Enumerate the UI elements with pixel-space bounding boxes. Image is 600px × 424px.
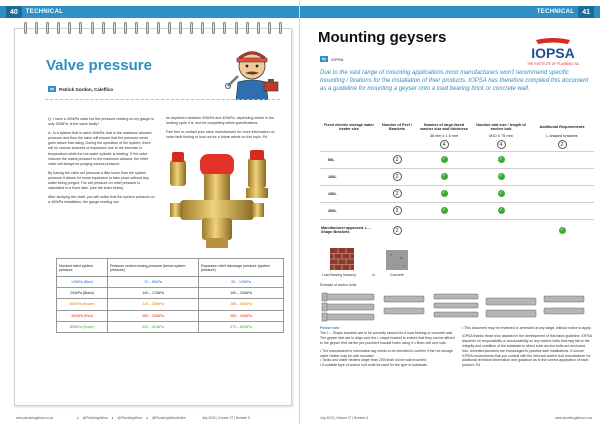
by-badge: by <box>322 57 327 61</box>
left-footer <box>16 416 250 420</box>
right-page-header <box>300 6 600 18</box>
byline <box>48 86 113 92</box>
table-cell: 100kPa (Blue) <box>57 277 108 288</box>
count-circle: 2 <box>393 155 402 164</box>
table-cell: 280 – 340kPa <box>108 310 199 321</box>
plumber-cartoon-icon <box>224 46 280 100</box>
article-title: Valve pressure <box>46 57 152 74</box>
author: IOPSA <box>331 56 344 62</box>
check-icon: ✓ <box>441 207 447 213</box>
footer-linkedin[interactable]: @PlumbingAfricaOnline <box>152 416 186 420</box>
table-cell: 70 – 85kPa <box>108 277 199 288</box>
table-header: Expansion relief discharge pressure (system pressure) <box>198 259 283 277</box>
bracket-row-label: Manufacturer approved. L – Shape Brackets <box>320 219 378 241</box>
notes-heading: Please note <box>320 326 340 330</box>
load-bearing-label: Load Bearing Masonry <box>322 273 357 277</box>
table-cell: 600kPa (Green) <box>57 321 108 332</box>
table-row <box>320 168 594 185</box>
notebook-rings <box>14 22 292 34</box>
linkedin-icon: ● <box>146 416 149 420</box>
notes-column-2 <box>462 326 592 368</box>
pressure-table <box>56 258 284 333</box>
byline <box>320 56 343 62</box>
washer-spec: 36 mm x 1.5 mm <box>429 133 459 138</box>
article-sign-off: PA <box>262 135 268 140</box>
table-cell: 210 – 255kPa <box>108 299 199 310</box>
table-cell: 190 – 200kPa <box>198 288 283 299</box>
author: Patrick Gordon, Caleffico <box>59 86 114 92</box>
count-circle: 4 <box>497 140 506 149</box>
table-cell: 400kPa (Red) <box>57 310 108 321</box>
twitter-icon: ● <box>76 416 79 420</box>
geyser-mounting-table <box>320 122 594 241</box>
count-circle: 2 <box>558 140 567 149</box>
table-cell: 300kPa (Brown) <box>57 299 108 310</box>
notes-bullet: • The manufacturer's information tag needs to be checked to confirm if the hot storage water heater may be wall mounted. <box>320 348 453 358</box>
bracket-spec: L-shaped brackets <box>546 133 578 138</box>
check-icon: ✓ <box>441 190 447 196</box>
paragraph: By having the valve set pressure a little lower than the system pressure it allows for some expansion to take place without any water being purged. The set pressure on relief pressure is calculated to a fixed ratio. (see the chart below) <box>48 170 149 191</box>
notes-bullet: • A suitable type of anchor bolt must be used for the type of substrate. <box>320 363 428 368</box>
notes-bullet: • Tanks and water heaters larger than 200l shall not be wall mounted. <box>320 358 428 363</box>
paragraph: After studying the chart, you will notice that the system pressure on a 400kPa installation, the gauge reading can <box>48 195 155 205</box>
paragraph: A: In a system that is rated 400kPa, that is the maximum allowed pressure and thus the valve will ensure that the pressure never goes above that rating. During the operation of the system, there will be various amounts of expansion due to the increase in temperature while the hot water cylinder is heating. If the valve reduces the mains pressure to the maximum allowed, the relief valve will always be purging excess pressure. <box>48 131 152 166</box>
paragraph: Q: I have a 400kPa valve but the pressure reading on my gauge is only 300kPa, is the valve faulty? <box>48 117 154 127</box>
bolt-spec: M10 X 75 mm <box>489 133 513 138</box>
table-cell: 570 – 600kPa <box>198 321 283 332</box>
table-header: Number and size / length of anchor bolt <box>476 123 526 131</box>
table-row <box>57 277 284 288</box>
footer-twitter[interactable]: @PlumbingAfrica <box>82 416 108 420</box>
by-badge: by <box>50 87 55 91</box>
heater-size: 150L <box>320 185 378 202</box>
table-cell: 140 – 170kPa <box>108 288 199 299</box>
pressure-valve-photo <box>162 148 274 252</box>
heater-size: 200L <box>320 202 378 219</box>
table-header: Additional Requirements <box>539 125 585 129</box>
check-icon: ✓ <box>498 156 504 162</box>
article-column-2 <box>166 116 278 144</box>
table-cell: 95 – 100kPa <box>198 277 283 288</box>
table-row <box>320 202 594 219</box>
anchor-bolts-image <box>320 290 590 324</box>
table-row <box>57 299 284 310</box>
table-cell: 285 – 300kPa <box>198 299 283 310</box>
left-page-header <box>0 6 300 18</box>
footer-issue: July 2020 | Volume 27 | Number 5 <box>201 416 250 420</box>
footer-facebook[interactable]: @PlumbingAfrica <box>117 416 143 420</box>
article-title: Mounting geysers <box>318 29 447 46</box>
notes-paragraph: IOPSA thanks those who assisted in the development of this basic guideline. IOPSA assumes no responsibility or accountability on any anchor bolts that may fail or the integrity and condition of the substrate to which such anchor bolts are anchored into. Unvetted plumbers are encouraged to practice safe installations. If unsure IOPSA recommends that you consult with the relevant anchor bolt manufacturer for additional technical information and guidance as to the correct application of each product. PA <box>462 333 592 368</box>
paragraph: be anywhere between 200kPa and 400kPa, depending where in the heating cycle it is, and be completely within specifications. <box>166 116 274 126</box>
table-header: Fixed electric storage water heater size <box>323 123 374 131</box>
count-circle: 2 <box>393 172 402 181</box>
table-cell: 200kPa (Black) <box>57 288 108 299</box>
table-header: Number of large-faced washer size and thickness <box>420 123 468 131</box>
table-header: Nominal rated system pressure <box>57 259 108 277</box>
page-number: 41 <box>578 6 594 18</box>
table-row <box>320 151 594 168</box>
concrete-label: Concrete <box>390 273 404 277</box>
footer-website[interactable]: www.plumbingafrica.co.za <box>16 416 53 420</box>
right-footer-issue: July 2020 | Volume 27 | Number 5 <box>320 416 368 420</box>
anchor-bolts-label: Example of anchor bolts <box>320 283 357 287</box>
count-circle: 2 <box>393 206 402 215</box>
notes-bullet: • This document may be reviewed or amended at any stage, without notice to apply. <box>462 326 592 330</box>
or-label: or <box>372 273 376 277</box>
article-column-1 <box>48 117 156 209</box>
concrete-block-image <box>386 250 408 270</box>
check-icon: ✓ <box>498 190 504 196</box>
intro-text: Due to the vast range of mounting applications most manufacturers won't recommend specific mounting / fixations for the installation of their products. IOPSA has therefore compiled this document as a guideline for mounting a geyser onto a load bearing brick or concrete wall. <box>320 70 589 92</box>
check-icon: ✓ <box>498 173 504 179</box>
table-cell: 380 – 400kPa <box>198 310 283 321</box>
right-footer-website[interactable]: www.plumbingafrica.co.za <box>555 416 592 420</box>
page-number: 40 <box>6 6 22 18</box>
table-cell: 420 – 510kPa <box>108 321 199 332</box>
paragraph: Feel free to contact your valve manufacturer for more information on valve fault finding or look out for a future article on this topic. PA <box>166 130 275 140</box>
check-icon: ✓ <box>441 156 447 162</box>
section-label: TECHNICAL <box>536 9 575 15</box>
table-row <box>57 288 284 299</box>
logo-text: IOPSA <box>531 45 575 61</box>
article-sign-off: PA <box>475 363 481 368</box>
table-row <box>320 219 594 241</box>
count-circle: 4 <box>440 140 449 149</box>
table-row <box>57 310 284 321</box>
check-icon: ✓ <box>559 226 565 233</box>
section-label: TECHNICAL <box>25 9 64 15</box>
check-icon: ✓ <box>498 207 504 213</box>
table-row <box>320 185 594 202</box>
count-circle: 2 <box>393 189 402 198</box>
title-rule <box>45 99 280 100</box>
iopsa-logo <box>516 38 590 68</box>
check-icon: ✓ <box>441 173 447 179</box>
table-header: Pressure control closing pressure (below system pressure) <box>108 259 199 277</box>
facebook-icon: ● <box>111 416 114 420</box>
table-header: Number of Feet / Brackets <box>382 123 412 131</box>
count-circle: 2 <box>393 226 402 235</box>
heater-size: 100L <box>320 168 378 185</box>
notes-column-1 <box>320 326 456 368</box>
notes-paragraph: The L – Shape brackets are to be correctly secured to a load bearing or concrete wall. The geyser feet are to align over the L shape bracket to ensure that they can be affixed to the geyser feet via the pre-punched bracket holes using 4 x 8mm bolt and nuts. <box>320 330 455 345</box>
brick-wall-image <box>330 248 354 270</box>
heater-size: 50L <box>320 151 378 168</box>
table-row <box>57 321 284 332</box>
logo-subtitle: THE INSTITUTE OF PLUMBING SA <box>527 62 579 66</box>
